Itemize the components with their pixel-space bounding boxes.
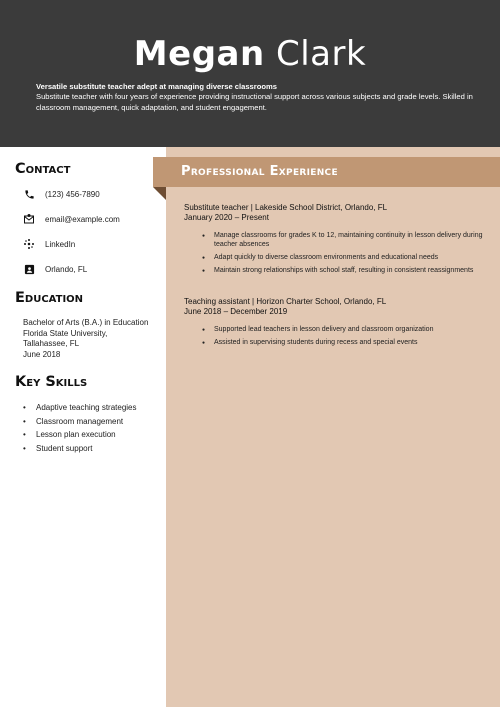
summary [36,82,476,113]
job-title: Teaching assistant | Horizon Charter School, Orlando, FL [184,297,387,306]
contact-phone [22,187,100,201]
skill-item: • Lesson plan execution [23,428,137,442]
job-entry [184,203,484,280]
last-name: Clark [276,34,367,74]
contact-linkedin [22,237,76,251]
skills-list [23,401,137,455]
skill-item: • Classroom management [23,415,137,429]
skill-item: • Adaptive teaching strategies [23,401,137,415]
summary-body: Substitute teacher with four years of experience providing instructional support across various subjects and grade levels. Skilled in classroom management, quick adaptation, and student engagement. [36,92,473,112]
contact-heading: Contact [15,161,71,177]
job-bullets [184,232,484,276]
experience-heading: Professional Experience [181,164,338,179]
skills-heading: Key Skills [15,374,88,390]
job-bullet: ● Maintain strong relationships with school staff, resulting in consistent reassignments [202,267,487,276]
job-bullet: ● Manage classrooms for grades K to 12, maintaining continuity in lesson delivery during teacher absences [202,232,487,250]
first-name: Megan [133,34,265,74]
job-bullet: ● Adapt quickly to diverse classroom environments and educational needs [202,254,487,263]
resume-header [0,0,500,147]
job-bullets [184,326,484,348]
job-dates: June 2018 – December 2019 [184,307,288,316]
contact-email [22,212,120,226]
email-text[interactable]: email@example.com [45,214,120,224]
phone-text: (123) 456-7890 [45,189,100,199]
job-bullet: ● Assisted in supervising students during recess and special events [202,339,487,348]
summary-lead: Versatile substitute teacher adept at managing diverse classrooms [36,82,277,91]
education-degree: Bachelor of Arts (B.A.) in Education [23,318,149,327]
education-entry [23,318,148,360]
candidate-name [0,34,500,74]
job-bullet: ● Supported lead teachers in lesson delivery and classroom organization [202,326,487,335]
location-text: Orlando, FL [45,264,88,274]
phone-icon [22,187,36,201]
education-school: Florida State University, [23,328,108,338]
job-dates: January 2020 – Present [184,213,269,222]
job-title: Substitute teacher | Lakeside School District, Orlando, FL [184,203,388,212]
contact-location [22,262,88,276]
banner-fold [153,187,166,200]
linkedin-icon [22,237,36,251]
job-entry [184,297,484,352]
email-icon [22,212,36,226]
skill-item: • Student support [23,442,137,456]
linkedin-text[interactable]: LinkedIn [45,239,76,249]
location-icon [22,262,36,276]
education-city: Tallahassee, FL [23,339,80,348]
education-heading: Education [15,290,84,306]
education-date: June 2018 [23,349,61,359]
